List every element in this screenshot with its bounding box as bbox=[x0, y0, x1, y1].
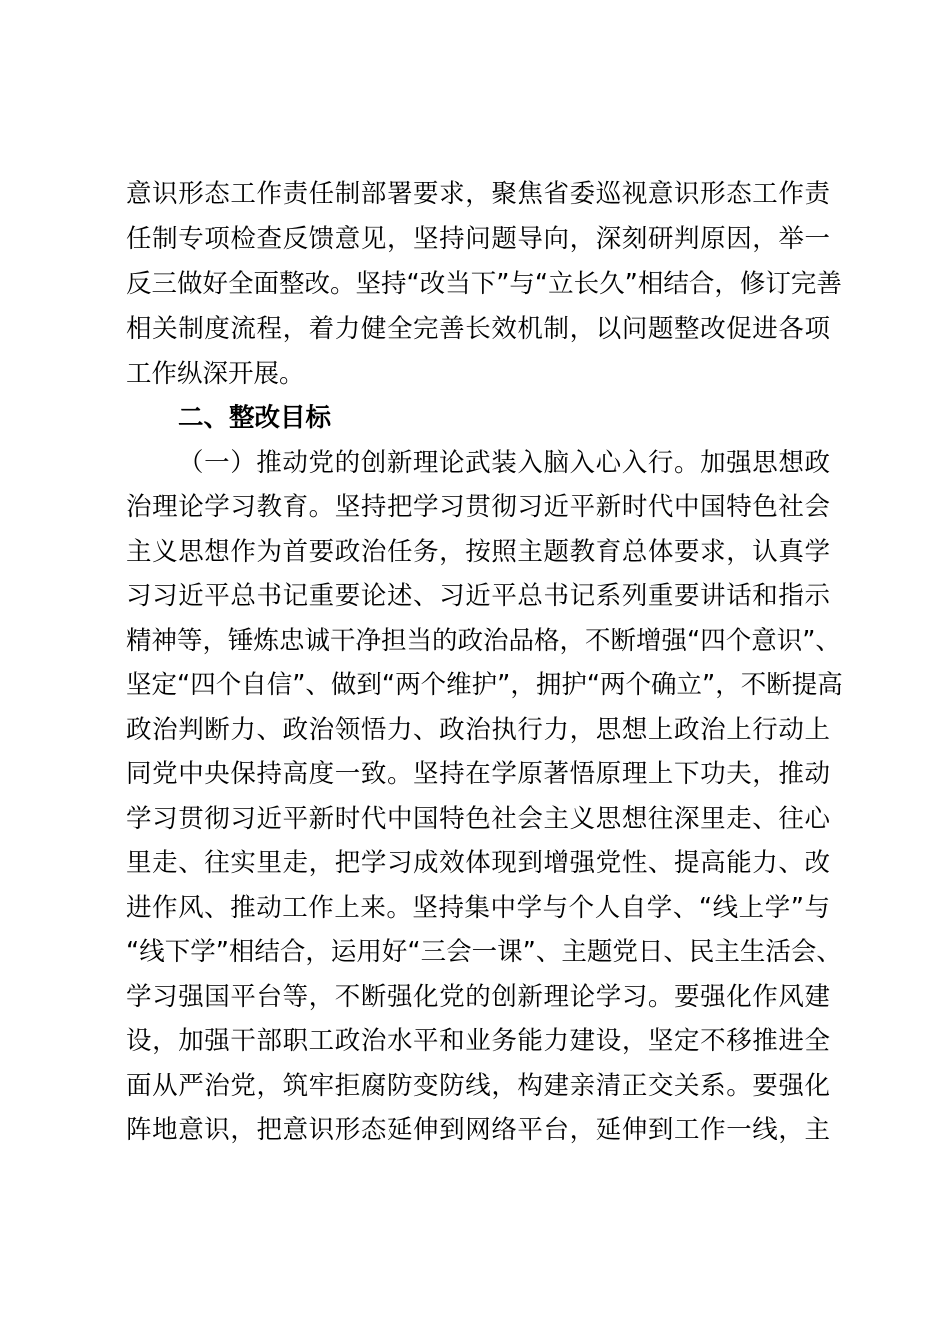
section-heading: 二、整改目标 bbox=[178, 403, 332, 433]
paragraph-line: 学习强国平台等，不断强化党的创新理论学习。要强化作风建 bbox=[126, 982, 830, 1012]
paragraph-line: 坚定“四个自信”、做到“两个维护”，拥护“两个确立”，不断提高 bbox=[126, 670, 843, 700]
paragraph-line: 精神等，锤炼忠诚干净担当的政治品格，不断增强“四个意识”、 bbox=[126, 626, 841, 656]
paragraph-line: 习习近平总书记重要论述、习近平总书记系列重要讲话和指示 bbox=[126, 581, 830, 611]
paragraph-line: （一）推动党的创新理论武装入脑入心入行。加强思想政 bbox=[178, 448, 830, 478]
paragraph-line: 相关制度流程，着力健全完善长效机制，以问题整改促进各项 bbox=[126, 314, 830, 344]
paragraph-line: 阵地意识，把意识形态延伸到网络平台，延伸到工作一线，主 bbox=[126, 1115, 830, 1145]
paragraph-line: 学习贯彻习近平新时代中国特色社会主义思想往深里走、往心 bbox=[126, 804, 830, 834]
paragraph-line: 任制专项检查反馈意见，坚持问题导向，深刻研判原因，举一 bbox=[126, 224, 830, 254]
paragraph-line: 设，加强干部职工政治水平和业务能力建设，坚定不移推进全 bbox=[126, 1026, 830, 1056]
paragraph-line: 政治判断力、政治领悟力、政治执行力，思想上政治上行动上 bbox=[126, 715, 830, 745]
paragraph-line: 反三做好全面整改。坚持“改当下”与“立长久”相结合，修订完善 bbox=[126, 269, 842, 299]
paragraph-line: 进作风、推动工作上来。坚持集中学与个人自学、“线上学”与 bbox=[126, 893, 830, 923]
paragraph-line: “线下学”相结合，运用好“三会一课”、主题党日、民主生活会、 bbox=[126, 937, 842, 967]
paragraph-line: 里走、往实里走，把学习成效体现到增强党性、提高能力、改 bbox=[126, 848, 830, 878]
paragraph-line: 意识形态工作责任制部署要求，聚焦省委巡视意识形态工作责 bbox=[126, 179, 830, 209]
paragraph-line: 工作纵深开展。 bbox=[126, 359, 305, 389]
paragraph-line: 同党中央保持高度一致。坚持在学原著悟原理上下功夫，推动 bbox=[126, 759, 830, 789]
paragraph-line: 主义思想作为首要政治任务，按照主题教育总体要求，认真学 bbox=[126, 537, 830, 567]
paragraph-line: 治理论学习教育。坚持把学习贯彻习近平新时代中国特色社会 bbox=[126, 492, 830, 522]
paragraph-line: 面从严治党，筑牢拒腐防变防线，构建亲清正交关系。要强化 bbox=[126, 1071, 830, 1101]
